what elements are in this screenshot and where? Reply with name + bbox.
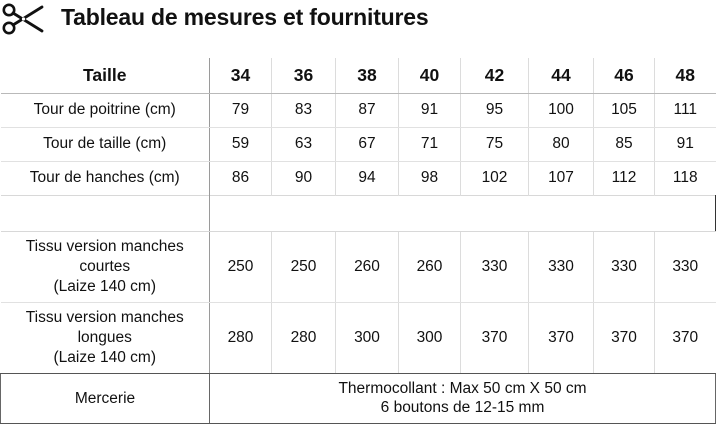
table-cell: 79 <box>210 93 272 127</box>
table-cell: 85 <box>594 127 655 161</box>
size-header-cell: 40 <box>399 58 461 93</box>
table-cell: 111 <box>655 93 716 127</box>
scissors-icon <box>0 2 44 36</box>
table-cell: 91 <box>655 127 716 161</box>
table-cell: 370 <box>529 302 594 373</box>
table-row <box>1 93 716 127</box>
header <box>0 0 719 38</box>
table-cell: 370 <box>594 302 655 373</box>
spacer-row <box>1 195 716 231</box>
table-cell: 250 <box>272 231 336 302</box>
size-header-cell: 36 <box>272 58 336 93</box>
row-label-line: longues <box>77 328 132 346</box>
size-header-row <box>1 58 716 93</box>
mercerie-line: Thermocollant : Max 50 cm X 50 cm <box>338 380 587 397</box>
table-cell: 67 <box>336 127 399 161</box>
table-cell: 330 <box>655 231 716 302</box>
size-header-label: Taille <box>1 58 210 93</box>
table-cell: 330 <box>529 231 594 302</box>
row-label: Tour de taille (cm) <box>1 127 210 161</box>
spacer-label-cell <box>1 195 210 231</box>
page-title: Tableau de mesures et fournitures <box>61 4 429 30</box>
row-label: Tour de poitrine (cm) <box>1 93 210 127</box>
row-label-line: (Laize 140 cm) <box>53 348 156 366</box>
table-cell: 280 <box>210 302 272 373</box>
table-cell: 75 <box>461 127 529 161</box>
size-header-cell: 42 <box>461 58 529 93</box>
table-cell: 83 <box>272 93 336 127</box>
row-label: Tour de hanches (cm) <box>29 169 180 186</box>
mercerie-line: 6 boutons de 12-15 mm <box>380 399 545 416</box>
size-header-cell: 34 <box>210 58 272 93</box>
table-cell: 59 <box>210 127 272 161</box>
table-cell: 260 <box>336 231 399 302</box>
row-label-line: Tissu version manches <box>25 237 184 255</box>
row-label-line: Tissu version manches <box>25 308 184 326</box>
table-cell: 100 <box>529 93 594 127</box>
mercerie-value <box>210 373 716 423</box>
size-header-cell: 48 <box>655 58 716 93</box>
table-cell: 112 <box>594 161 655 195</box>
row-label <box>1 302 210 373</box>
size-chart-table <box>0 58 716 424</box>
table-row <box>1 231 716 302</box>
table-cell: 370 <box>655 302 716 373</box>
table-cell: 63 <box>272 127 336 161</box>
table-cell: 90 <box>272 161 336 195</box>
table-cell: 107 <box>529 161 594 195</box>
table-cell: 370 <box>461 302 529 373</box>
table-cell: 94 <box>336 161 399 195</box>
table-cell: 260 <box>399 231 461 302</box>
table-cell: 300 <box>399 302 461 373</box>
table-row <box>1 161 716 195</box>
table-cell: 95 <box>461 93 529 127</box>
table-cell: 280 <box>272 302 336 373</box>
row-label-line: (Laize 140 cm) <box>53 277 156 295</box>
table-cell: 102 <box>461 161 529 195</box>
table-cell: 80 <box>529 127 594 161</box>
table-cell: 300 <box>336 302 399 373</box>
table-cell: 105 <box>594 93 655 127</box>
table-cell: 330 <box>461 231 529 302</box>
table-row <box>1 302 716 373</box>
size-header-cell: 44 <box>529 58 594 93</box>
table-cell: 86 <box>210 161 272 195</box>
row-label-line: courtes <box>79 257 131 275</box>
row-label <box>1 231 210 302</box>
spacer-cell <box>210 195 716 231</box>
table-cell: 118 <box>655 161 716 195</box>
table-cell: 71 <box>399 127 461 161</box>
table-cell: 250 <box>210 231 272 302</box>
table-cell: 330 <box>594 231 655 302</box>
size-header-cell: 38 <box>336 58 399 93</box>
table-row <box>1 127 716 161</box>
table-cell: 91 <box>399 93 461 127</box>
mercerie-row <box>1 373 716 423</box>
table-cell: 98 <box>399 161 461 195</box>
table-cell: 87 <box>336 93 399 127</box>
mercerie-label: Mercerie <box>1 373 210 423</box>
size-header-cell: 46 <box>594 58 655 93</box>
